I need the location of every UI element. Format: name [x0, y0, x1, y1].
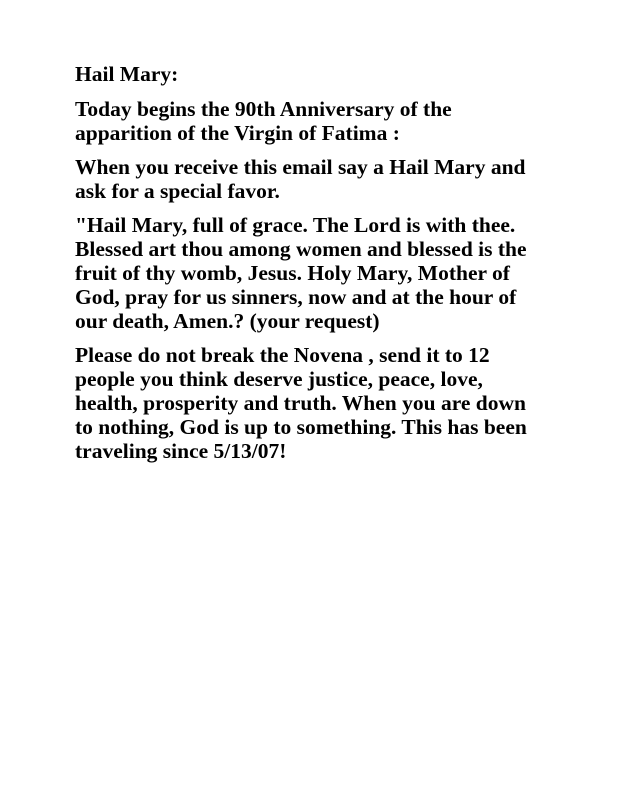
paragraph-prayer: "Hail Mary, full of grace. The Lord is with thee. Blessed art thou among women and blessed is the fruit of thy womb, Jesus. Holy Mary, Mother of God, pray for us sinners, now and at the hour of our death, Amen.? (your request) — [75, 213, 527, 333]
paragraph-instruction: When you receive this email say a Hail Mary and ask for a special favor. — [75, 155, 526, 203]
paragraph-anniversary: Today begins the 90th Anniversary of the apparition of the Virgin of Fatima : — [75, 97, 452, 145]
document-title: Hail Mary: — [75, 62, 179, 86]
document-page — [75, 62, 595, 463]
paragraph-novena: Please do not break the Novena , send it to 12 people you think deserve justice, peace, love, health, prosperity and truth. When you are down to nothing, God is up to something. This has been traveling since 5/13/07! — [75, 343, 527, 463]
